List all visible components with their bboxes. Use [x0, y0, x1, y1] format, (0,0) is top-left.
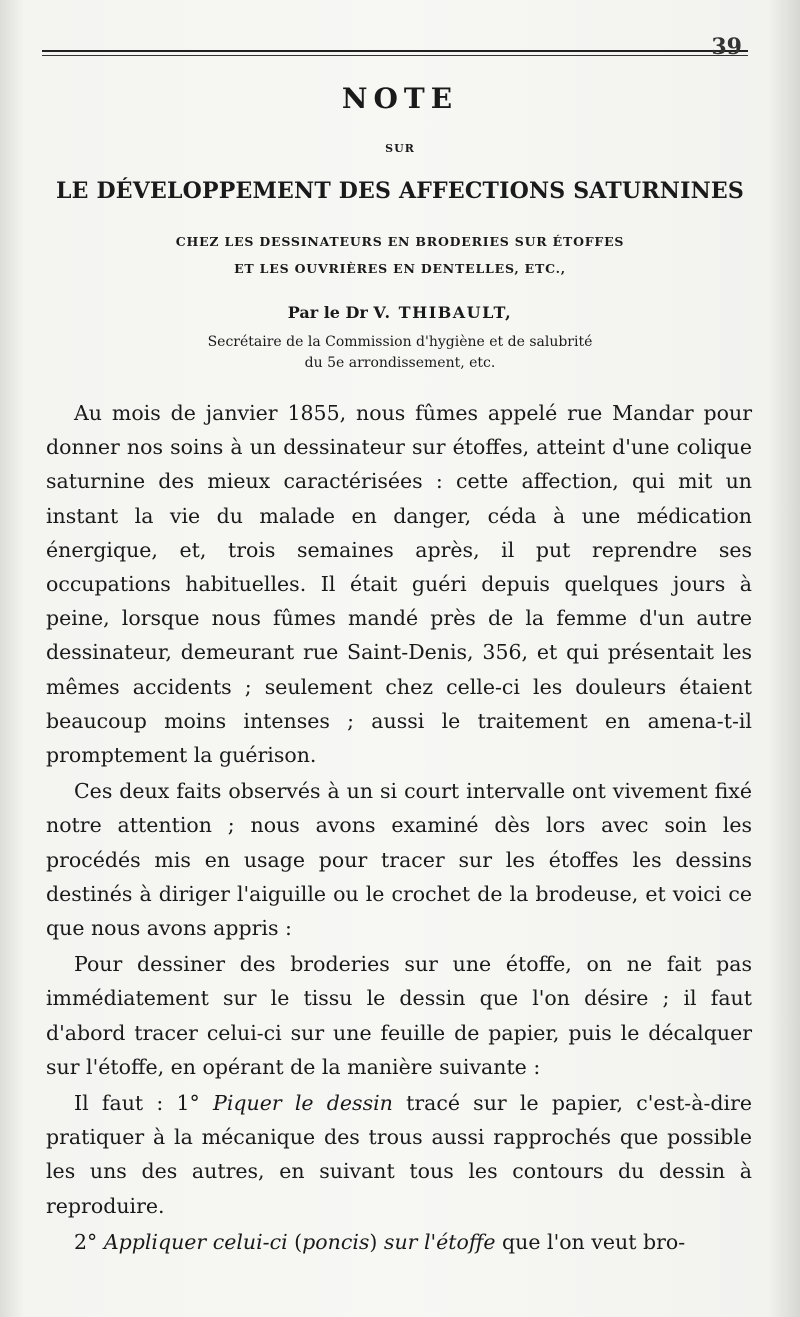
title-sur: SUR: [385, 142, 415, 155]
author-prefix: Par le Dr: [287, 303, 368, 322]
paragraph-5-emphasis-3: sur l'étoffe: [383, 1229, 496, 1254]
paragraph-5-emphasis-2: poncis: [302, 1229, 370, 1254]
paragraph-5-mid-1: (: [287, 1229, 303, 1254]
subtitle-line-1: CHEZ LES DESSINATEURS EN BRODERIES SUR ÉTOFFES: [175, 234, 625, 249]
paragraph-5-rest: que l'on veut bro-: [495, 1229, 686, 1254]
paragraph-5: [46, 1225, 752, 1259]
page-number: 39: [711, 34, 742, 60]
paragraph-1: Au mois de janvier 1855, nous fûmes appelé rue Mandar pour donner nos soins à un dessinateur sur étoffes, atteint d'une colique saturnine des mieux caractérisées : cette affection, qui mit un instant la vie du malade en danger, céda à une médication énergique, et, trois semaines après, il put reprendre ses occupations habituelles. Il était guéri depuis quelques jours à peine, lorsque nous fûmes mandé près de la femme d'un autre dessinateur, demeurant rue Saint-Denis, 356, et qui présentait les mêmes accidents ; seulement chez celle-ci les douleurs étaient beaucoup moins intenses ; aussi le traitement en amena-t-il promptement la guérison.: [46, 401, 752, 768]
paragraph-2: Ces deux faits observés à un si court intervalle ont vivement fixé notre attention ; nous avons examiné dès lors avec soin les procédés mis en usage pour tracer sur les étoffes les dessins destinés à diriger l'aiguille ou le crochet de la brodeuse, et voici ce que nous avons appris :: [46, 779, 752, 941]
paragraph-4-emphasis: Piquer le dessin: [213, 1091, 393, 1116]
author-name: V. THIBAULT,: [373, 303, 513, 322]
paragraph-4-rest: tracé sur le papier, c'est-à-dire pratiquer à la mécanique des trous aussi rapprochés que possible les uns des autres, en suivant tous les contours du dessin à reproduire.: [46, 1091, 752, 1218]
paragraph-5-emphasis-1: Appliquer celui-ci: [103, 1229, 288, 1254]
author-line: [0, 303, 800, 322]
paragraph-5-mid-2: ): [369, 1229, 384, 1254]
title-note: NOTE: [341, 82, 459, 115]
paragraph-4-lead: Il faut : 1°: [74, 1091, 214, 1116]
article-body: [46, 396, 752, 1259]
paragraph-5-lead: 2°: [74, 1229, 104, 1254]
author-role-line-1: Secrétaire de la Commission d'hygiène et de salubrité: [207, 334, 593, 350]
paragraph-3: Pour dessiner des broderies sur une étoffe, on ne fait pas immédiatement sur le tissu le dessin que l'on désire ; il faut d'abord tracer celui-ci sur une feuille de papier, puis le décalquer sur l'étoffe, en opérant de la manière suivante :: [46, 952, 752, 1079]
header-rule-thin: [42, 55, 748, 56]
paragraph-4: [46, 1086, 752, 1223]
header-rule: [42, 50, 748, 52]
author-role-line-2: du 5e arrondissement, etc.: [304, 355, 496, 371]
article-title: LE DÉVELOPPEMENT DES AFFECTIONS SATURNINES: [56, 178, 744, 204]
subtitle-line-2: ET LES OUVRIÈRES EN DENTELLES, ETC.,: [234, 261, 566, 276]
